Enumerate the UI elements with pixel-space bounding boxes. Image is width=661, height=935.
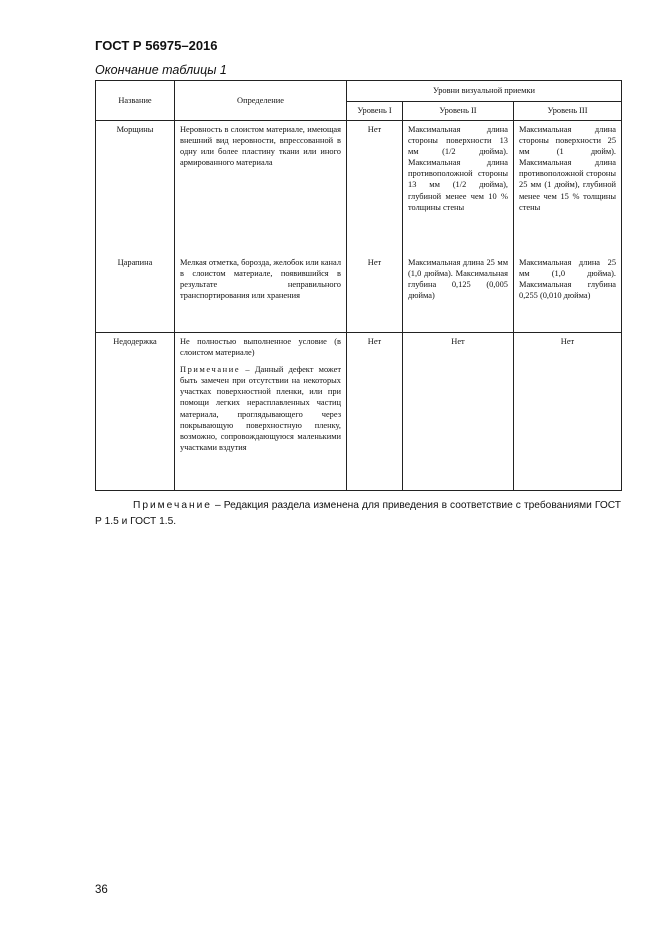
level-1-value: Нет xyxy=(347,333,403,491)
defect-definition xyxy=(175,333,347,491)
defect-definition: Мелкая отметка, борозда, желобок или канал в слоистом материале, появившийся в результате неправильного транспортирования или хранения xyxy=(175,254,347,333)
level-2-value: Максимальная длина 25 мм (1,0 дюйма). Максимальная глубина 0,125 (0,005 дюйма) xyxy=(403,254,514,333)
level-3-value: Максимальная длина 25 мм (1,0 дюйма). Максимальная глубина 0,255 (0,010 дюйма) xyxy=(514,254,622,333)
footnote xyxy=(95,498,621,530)
inline-note-text: – Данный дефект может быть замечен при отсутствии на некоторых участках поверхностной пленки, или при помощи легких нерасплавленных частиц материала, проглядывающего через покрывающую поверхностную пленку, возможно, сопровождающуюся маленькими участками вздутия xyxy=(180,365,341,452)
level-1-value: Нет xyxy=(347,121,403,254)
header-level-1: Уровень I xyxy=(347,102,403,121)
defect-name: Морщины xyxy=(96,121,175,254)
table-row xyxy=(96,333,622,491)
table-continuation-caption: Окончание таблицы 1 xyxy=(95,63,227,77)
defect-name: Царапина xyxy=(96,254,175,333)
footnote-label: Примечание xyxy=(133,500,212,511)
level-2-value: Нет xyxy=(403,333,514,491)
level-1-value: Нет xyxy=(347,254,403,333)
level-2-value: Максимальная длина стороны поверхности 13 мм (1/2 дюйма). Максимальная длина противоположной стороны 13 мм (1/2 дюйма), глубиной менее чем 10 % толщины стены xyxy=(403,121,514,254)
footnote-text: – Редакция раздела изменена для приведения в соответствие с требованиями ГОСТ Р 1.5 и ГОСТ 1.5. xyxy=(95,500,621,527)
inline-note-label: Примечание xyxy=(180,365,241,375)
defects-table xyxy=(95,80,622,491)
table-row xyxy=(96,254,622,333)
header-definition: Определение xyxy=(175,81,347,121)
header-level-3: Уровень III xyxy=(514,102,622,121)
page-number: 36 xyxy=(95,884,108,896)
header-level-2: Уровень II xyxy=(403,102,514,121)
table-row xyxy=(96,121,622,254)
defect-name: Недодержка xyxy=(96,333,175,491)
level-3-value: Нет xyxy=(514,333,622,491)
header-name: Название xyxy=(96,81,175,121)
table-header-row xyxy=(96,81,622,102)
header-levels: Уровни визуальной приемки xyxy=(347,81,622,102)
defect-definition: Неровность в слоистом материале, имеющая внешний вид неровности, впрессованной в одну или более пластину ткани или иного армированного материала xyxy=(175,121,347,254)
document-code: ГОСТ Р 56975–2016 xyxy=(95,38,218,53)
inline-note xyxy=(180,364,341,453)
level-3-value: Максимальная длина стороны поверхности 25 мм (1 дюйм). Максимальная длина противоположной стороны 25 мм (1 дюйм), глубиной менее чем 15 % толщины стены xyxy=(514,121,622,254)
definition-text: Не полностью выполненное условие (в слоистом материале) xyxy=(180,337,341,358)
